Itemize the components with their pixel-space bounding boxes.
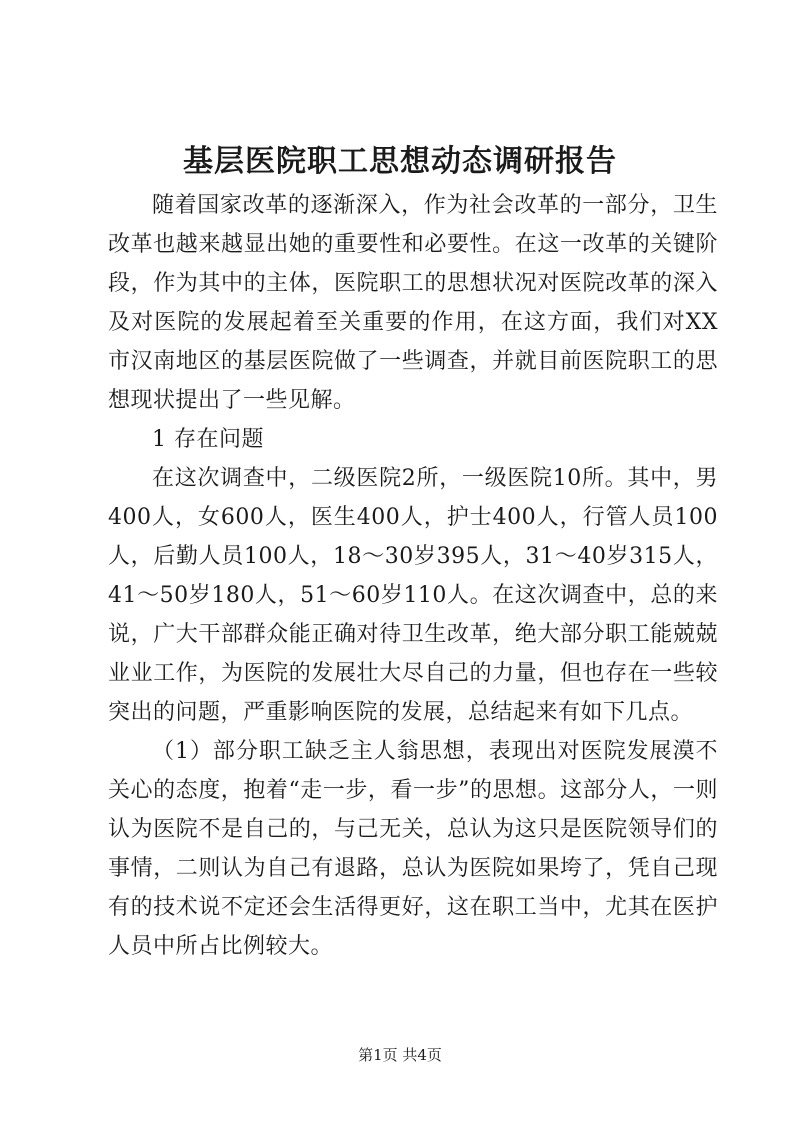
page-number-footer: 第1页 共4页 — [358, 1046, 442, 1064]
paragraph-point-1: （1）部分职工缺乏主人翁思想，表现出对医院发展漠不关心的态度，抱着“走一步，看一步”的思想。这部分人，一则认为医院不是自己的，与己无关，总认为这只是医院领导们的事情，二则认为自己有退路，总认为医院如果垮了，凭自己现有的技术说不定还会生活得更好，这在职工当中，尤其在医护人员中所占比例较大。 — [108, 739, 718, 959]
document-body — [108, 186, 718, 966]
paragraph-intro: 随着国家改革的逐渐深入，作为社会改革的一部分，卫生改革也越来越显出她的重要性和必要性。在这一改革的关键阶段，作为其中的主体，医院职工的思想状况对医院改革的深入及对医院的发展起着至关重要的作用，在这方面，我们对XX市汉南地区的基层医院做了一些调查，并就目前医院职工的思想现状提出了一些见解。 — [108, 193, 718, 413]
document-title: 基层医院职工思想动态调研报告 — [183, 144, 617, 179]
section-heading-problems: 1 存在问题 — [152, 427, 264, 452]
paragraph-survey: 在这次调查中，二级医院2所，一级医院10所。其中，男400人，女600人，医生400人，护士400人，行管人员100人，后勤人员100人，18～30岁395人，31～40岁315人，41～50岁180人，51～60岁110人。在这次调查中，总的来说，广大干部群众能正确对待卫生改革，绝大部分职工能兢兢业业工作，为医院的发展壮大尽自己的力量，但也存在一些较突出的问题，严重影响医院的发展，总结起来有如下几点。 — [108, 466, 718, 725]
